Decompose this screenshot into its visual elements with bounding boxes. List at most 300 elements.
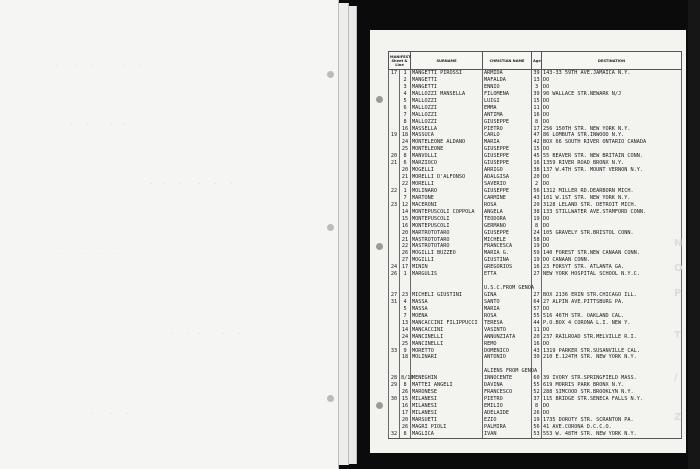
sheet-number (389, 243, 400, 250)
sheet-number (389, 368, 400, 375)
sheet-number (389, 354, 400, 361)
line-number: 4 (400, 91, 411, 98)
faint-print: . . . . . . (150, 180, 235, 186)
christian-name-cell: MAFALDA (483, 77, 532, 84)
line-number: 5 (400, 306, 411, 313)
table-row (389, 354, 682, 361)
surname-cell: MALLOZZI MANSELLA (411, 91, 483, 98)
surname-cell: MORELLI (411, 181, 483, 188)
christian-name-cell: TEODORA (483, 216, 532, 223)
age-cell: 15 (533, 146, 540, 153)
destination-cell: BOX 66 SOUTH RIVER ONTARIO CANADA (542, 139, 682, 146)
sheet-number: 32 (389, 431, 400, 438)
christian-name-cell (483, 278, 532, 285)
destination-cell (542, 368, 682, 375)
line-number: 25 (400, 146, 411, 153)
line-number: 7 (400, 195, 411, 202)
surname-cell: MININ (411, 264, 483, 271)
destination-cell: 1735 DOROTY STR. SCRANTON PA. (542, 417, 682, 424)
christian-name-cell: GINA (483, 292, 532, 299)
age-cell: 19 (533, 257, 540, 264)
line-number: 25 (400, 341, 411, 348)
destination-cell: DO (542, 306, 682, 313)
age-cell: 20 (533, 333, 540, 340)
destination-cell: DO (542, 341, 682, 348)
destination-cell: 105 GRAVELY STR.BRISTOL CONN. (542, 230, 682, 237)
line-number: 16 (400, 403, 411, 410)
destination-cell: DO (542, 112, 682, 119)
age-cell (532, 361, 542, 368)
age-cell: 16 (533, 160, 540, 167)
sheet-number: 28 (389, 375, 400, 382)
sheet-number (389, 84, 400, 91)
surname-cell: MOENA (411, 313, 483, 320)
table-row (389, 424, 682, 431)
sheet-number (389, 410, 400, 417)
destination-cell: DO (542, 181, 682, 188)
surname-cell: MANCINELLI (411, 334, 483, 341)
edge-mark: / (674, 372, 678, 383)
christian-name-cell: MARIA (483, 306, 532, 313)
line-number: 22 (400, 243, 411, 250)
table-row (389, 334, 682, 341)
sheet-number: 19 (389, 132, 400, 139)
christian-name-cell: GIUSEPPE (483, 146, 532, 153)
line-number: 27 (400, 257, 411, 264)
line-number (400, 285, 411, 292)
age-cell: 56 (533, 423, 540, 430)
table-row (389, 216, 682, 223)
destination-cell: 55 BEAVER STR. NEW BRITAIN CONN. (542, 153, 682, 160)
destination-cell: DO (542, 223, 682, 230)
surname-cell: MARGULIS (411, 271, 483, 278)
line-number: 2 (400, 77, 411, 84)
sheet-number (389, 98, 400, 105)
table-row (389, 209, 682, 216)
destination-cell: DO (542, 410, 682, 417)
age-cell: 26 (533, 409, 540, 416)
line-number: 16 (400, 223, 411, 230)
destination-cell: DO (542, 105, 682, 112)
sheet-number (389, 250, 400, 257)
sheet-number (389, 334, 400, 341)
line-number (400, 361, 411, 368)
destination-cell: 619 MORRIS PARK BRONX N.Y. (542, 382, 682, 389)
line-number: 9 (400, 348, 411, 355)
destination-cell: 90 WALLACE STR.NEWARK N/J (542, 91, 682, 98)
table-row (389, 403, 682, 410)
destination-cell (542, 285, 682, 292)
table-row (389, 306, 682, 313)
sheet-number (389, 167, 400, 174)
age-cell: 60 (533, 375, 540, 382)
edge-mark: T (674, 330, 681, 341)
sheet-number (389, 237, 400, 244)
surname-cell: MOGILLI BUZZEO (411, 250, 483, 257)
age-cell: 27 (533, 292, 540, 299)
edge-strip (688, 0, 700, 469)
punch-hole (327, 395, 334, 402)
age-cell: 37 (533, 396, 540, 403)
table-row (389, 230, 682, 237)
destination-cell: 1359 RIVER ROAD BRONX N.Y. (542, 160, 682, 167)
destination-cell: 140 FOREST STR.NEW CANAAN CONN. (542, 250, 682, 257)
punch-hole (327, 224, 334, 231)
sheet-number (389, 146, 400, 153)
christian-name-cell: SAVERIO (483, 181, 532, 188)
header-row (389, 52, 682, 70)
line-number: 17 (400, 264, 411, 271)
sheet-number (389, 230, 400, 237)
table-row (389, 299, 682, 306)
christian-name-cell: GIUSEPPE (483, 160, 532, 167)
punch-hole (376, 402, 383, 409)
table-row (389, 313, 682, 320)
sheet-number (389, 403, 400, 410)
age-cell: 11 (533, 326, 540, 333)
destination-cell: 237 RAILROAD STR.MELVILLE R.I. (542, 334, 682, 341)
table-row (389, 431, 682, 438)
destination-cell: 1319 PARKER STR.SUSANVILLE CAL. (542, 348, 682, 355)
christian-name-cell: ROSA (483, 313, 532, 320)
line-number: 20 (400, 417, 411, 424)
surname-cell: MASSELLA (411, 126, 483, 133)
surname-cell: MARTROTOTARO (411, 230, 483, 237)
destination-cell: DO (542, 146, 682, 153)
christian-name-cell: ADALGISA (483, 174, 532, 181)
sheet-number (389, 126, 400, 133)
table-row (389, 257, 682, 264)
surname-cell: MANGETTI (411, 77, 483, 84)
table-row (389, 105, 682, 112)
surname-cell: MANVOLLI (411, 153, 483, 160)
table-row (389, 119, 682, 126)
sheet-number: 17 (389, 70, 400, 77)
destination-cell: P.O.BOX 4 CORONA L.I. NEW Y. (542, 320, 682, 327)
line-number: 5 (400, 98, 411, 105)
age-cell: 16 (533, 111, 540, 118)
line-number: 22 (400, 181, 411, 188)
surname-cell: MORETTO (411, 348, 483, 355)
christian-name-cell: ARMIDA (483, 70, 532, 77)
surname-cell: MONTELEONE ALDANO (411, 139, 483, 146)
table-row (389, 237, 682, 244)
age-header: Age (532, 52, 542, 70)
age-cell: 64 (533, 298, 540, 305)
line-number: 8 (400, 431, 411, 438)
sheet-number (389, 223, 400, 230)
table-row (389, 84, 682, 91)
table-row (389, 202, 682, 209)
destination-cell: 115 BRIDGE STR.SENECA FALLS N.Y. (542, 396, 682, 403)
destination-cell: 516 46TH STR. OAKLAND CAL. (542, 313, 682, 320)
faint-print: . . . (90, 410, 131, 416)
destination-cell: BOX 2136 ERIN STR.CHICAGO ILL. (542, 292, 682, 299)
table-row (389, 341, 682, 348)
line-number: 20 (400, 230, 411, 237)
sheet-number: 30 (389, 396, 400, 403)
faint-print: . . . . . (55, 62, 144, 68)
destination-cell: DO (542, 174, 682, 181)
age-cell: 20 (533, 201, 540, 208)
christian-name-cell: ADELAIDE (483, 410, 532, 417)
line-number: 3 (400, 84, 411, 91)
sheet-number (389, 209, 400, 216)
sheet-number: 23 (389, 202, 400, 209)
destination-cell: 288 SIMCOOD STR.BROOKLYN N.Y. (542, 389, 682, 396)
table-row (389, 77, 682, 84)
front-left-page (0, 0, 339, 469)
surname-header: SURNAME (411, 52, 483, 70)
sheet-number (389, 77, 400, 84)
sheet-number (389, 174, 400, 181)
line-number: 17 (400, 410, 411, 417)
sheet-number (389, 139, 400, 146)
surname-cell: MASTROTOTARO (411, 243, 483, 250)
line-number: 1 (400, 70, 411, 77)
line-number: 7 (400, 112, 411, 119)
line-number: 18 (400, 132, 411, 139)
table-row (389, 70, 682, 77)
table-row (389, 327, 682, 334)
edge-mark: N (674, 238, 683, 249)
table-row (389, 389, 682, 396)
surname-cell: MARONESE (411, 389, 483, 396)
manifest-table (388, 51, 682, 439)
age-cell: 45 (533, 153, 540, 160)
surname-cell: MOGELLI (411, 167, 483, 174)
sheet-number (389, 91, 400, 98)
age-cell: 42 (533, 139, 540, 146)
surname-cell: MONTEPUSCOLI (411, 216, 483, 223)
sheet-number (389, 306, 400, 313)
table-row (389, 292, 682, 299)
line-number: 15 (400, 216, 411, 223)
sheet-number (389, 112, 400, 119)
line-number: 26 (400, 424, 411, 431)
line-number: 4 (400, 299, 411, 306)
line-number: 16 (400, 126, 411, 133)
sheet-number: 33 (389, 348, 400, 355)
line-number: 13 (400, 320, 411, 327)
destination-cell: DO (542, 84, 682, 91)
age-cell: 8 (532, 119, 542, 126)
surname-cell: MACERONI (411, 202, 483, 209)
age-cell: 19 (533, 215, 540, 222)
age-cell: 53 (533, 430, 540, 437)
christian-name-cell: U.S.C.FROM GENOA (484, 285, 534, 292)
surname-cell: MILANESI (411, 410, 483, 417)
destination-header: DESTINATION (542, 52, 682, 70)
table-row (389, 153, 682, 160)
christian-name-cell: EZIO (483, 417, 532, 424)
christian-name-cell: VASINTO (483, 327, 532, 334)
table-row (389, 174, 682, 181)
sheet-number (389, 278, 400, 285)
table-row (389, 285, 682, 292)
line-number: 15 (400, 396, 411, 403)
line-number: 20 (400, 167, 411, 174)
surname-cell: MALLOZZI (411, 119, 483, 126)
age-cell: 47 (533, 132, 540, 139)
christian-name-cell: GREGORIOS (483, 264, 532, 271)
age-cell: 20 (533, 174, 540, 181)
table-row (389, 417, 682, 424)
destination-cell: DO (542, 237, 682, 244)
destination-cell: 133 STILLWATER AVE.STAMFORD CONN. (542, 209, 682, 216)
destination-cell: DO (542, 119, 682, 126)
table-row (389, 139, 682, 146)
age-cell: 16 (533, 340, 540, 347)
faint-print: . . . . (60, 250, 121, 256)
surname-cell: MONTEPUSCOLI COPPOLA (411, 209, 483, 216)
sheet-number (389, 119, 400, 126)
table-row (389, 98, 682, 105)
destination-cell: 101 W.1ST STR. NEW YORK N.Y. (542, 195, 682, 202)
surname-cell: MOLINARO (411, 188, 483, 195)
line-number: 12 (400, 202, 411, 209)
edge-mark: P (674, 288, 682, 299)
age-cell: 58 (533, 236, 540, 243)
table-row (389, 375, 682, 382)
christian-name-cell: ANTIMA (483, 112, 532, 119)
surname-cell: MASTROTOTARO (411, 237, 483, 244)
christian-name-cell: CARMINE (483, 195, 532, 202)
line-number: 1 (400, 271, 411, 278)
sheet-number (389, 257, 400, 264)
table-row (389, 160, 682, 167)
table-row (389, 264, 682, 271)
table-row (389, 410, 682, 417)
christian-name-cell: DOMENICO (483, 348, 532, 355)
christian-name-cell: ARRIGO (483, 167, 532, 174)
surname-cell: MANCACCINI (411, 327, 483, 334)
christian-name-cell: ENNIO (483, 84, 532, 91)
manifest-ledger-page (370, 30, 686, 453)
christian-name-cell: ALIENS FROM GENOA (484, 368, 538, 375)
faint-print: . . . . . (170, 330, 243, 336)
sheet-number (389, 313, 400, 320)
christian-name-cell: EMILIO (483, 403, 532, 410)
christian-name-cell: CARLO (483, 132, 532, 139)
line-number: 23 (400, 292, 411, 299)
sheet-number: 29 (389, 382, 400, 389)
surname-cell: MAGRI PIOLI (411, 424, 483, 431)
christian-name-cell: ETTA (483, 271, 532, 278)
destination-cell: 1312 MILLER RD.DEARBORN MICH. (542, 188, 682, 195)
destination-cell: DO (542, 327, 682, 334)
age-cell: 30 (533, 354, 540, 361)
sheet-number: 22 (389, 188, 400, 195)
surname-cell: MILANESI (411, 403, 483, 410)
age-cell: 38 (533, 208, 540, 215)
sheet-number (389, 417, 400, 424)
age-cell: 8 (532, 403, 542, 410)
table-row (389, 146, 682, 153)
line-number: 24 (400, 139, 411, 146)
table-row (389, 278, 682, 285)
christian-name-cell: ROSA (483, 202, 532, 209)
christian-name-cell: FRANCESCA (483, 243, 532, 250)
edge-mark: Z (674, 412, 682, 423)
surname-cell: MALLOZZI (411, 98, 483, 105)
age-cell: 11 (533, 104, 540, 111)
sheet-number: 20 (389, 153, 400, 160)
sheet-number: 27 (389, 292, 400, 299)
table-row (389, 181, 682, 188)
christian-name-cell: LUIGI (483, 98, 532, 105)
destination-cell: DO CANAAN CONN. (542, 257, 682, 264)
age-cell: 43 (533, 347, 540, 354)
table-row (389, 382, 682, 389)
surname-cell: MENEGHIN (411, 375, 483, 382)
punch-hole (376, 243, 383, 250)
christian-name-cell: FILOMENA (483, 91, 532, 98)
line-number: 6 (400, 105, 411, 112)
table-row (389, 223, 682, 230)
sheet-number: 31 (389, 299, 400, 306)
line-number: 21 (400, 174, 411, 181)
surname-cell: MASSA (411, 306, 483, 313)
table-row (389, 250, 682, 257)
age-cell: 44 (533, 319, 540, 326)
age-cell: 56 (533, 187, 540, 194)
destination-cell (542, 361, 682, 368)
surname-cell: MALLOZZI (411, 112, 483, 119)
surname-cell: MONTEPUSCOLI (411, 223, 483, 230)
surname-cell: MANGETTI PIROSSI (411, 70, 483, 77)
surname-cell: MASSUCA (411, 132, 483, 139)
destination-cell: NEW YORK HOSPITAL SCHOOL N.Y.C. (542, 271, 682, 278)
table-row (389, 320, 682, 327)
table-row (389, 361, 682, 368)
christian-name-cell: GERMANO (483, 223, 532, 230)
christian-name-cell: GIUSEPPE (483, 230, 532, 237)
age-cell: 16 (533, 264, 540, 271)
christian-name-cell: TERESA (483, 320, 532, 327)
christian-name-cell: PALMIRA (483, 424, 532, 431)
age-cell: 17 (533, 125, 540, 132)
age-cell: 39 (533, 90, 540, 97)
table-row (389, 126, 682, 133)
sheet-number (389, 105, 400, 112)
christian-name-cell: GIUSEPPE (483, 153, 532, 160)
christian-name-cell: ANTONIO (483, 354, 532, 361)
destination-cell (542, 278, 682, 285)
table-row (389, 167, 682, 174)
christian-name-cell (483, 361, 532, 368)
sheet-number (389, 341, 400, 348)
table-row (389, 271, 682, 278)
destination-cell: 41 AVE.CORONA D.C.C.O. (542, 424, 682, 431)
table-row (389, 188, 682, 195)
surname-cell: MORELLI D'ALFONSO (411, 174, 483, 181)
age-cell: 27 (533, 271, 540, 278)
surname-cell: MAGLICA (411, 431, 483, 438)
surname-cell: MATTEI ANGELI (411, 382, 483, 389)
surname-cell: MANGETTI (411, 84, 483, 91)
age-cell (532, 278, 542, 285)
surname-cell (411, 361, 483, 368)
line-number: 26 (400, 250, 411, 257)
sheet-number (389, 181, 400, 188)
christian-name-cell: PIETRO (483, 126, 532, 133)
age-cell: 52 (533, 389, 540, 396)
christian-name-cell: EMMA (483, 105, 532, 112)
christian-name-cell: GIUSEPPE (483, 188, 532, 195)
age-cell: 24 (533, 229, 540, 236)
sheet-number (389, 424, 400, 431)
